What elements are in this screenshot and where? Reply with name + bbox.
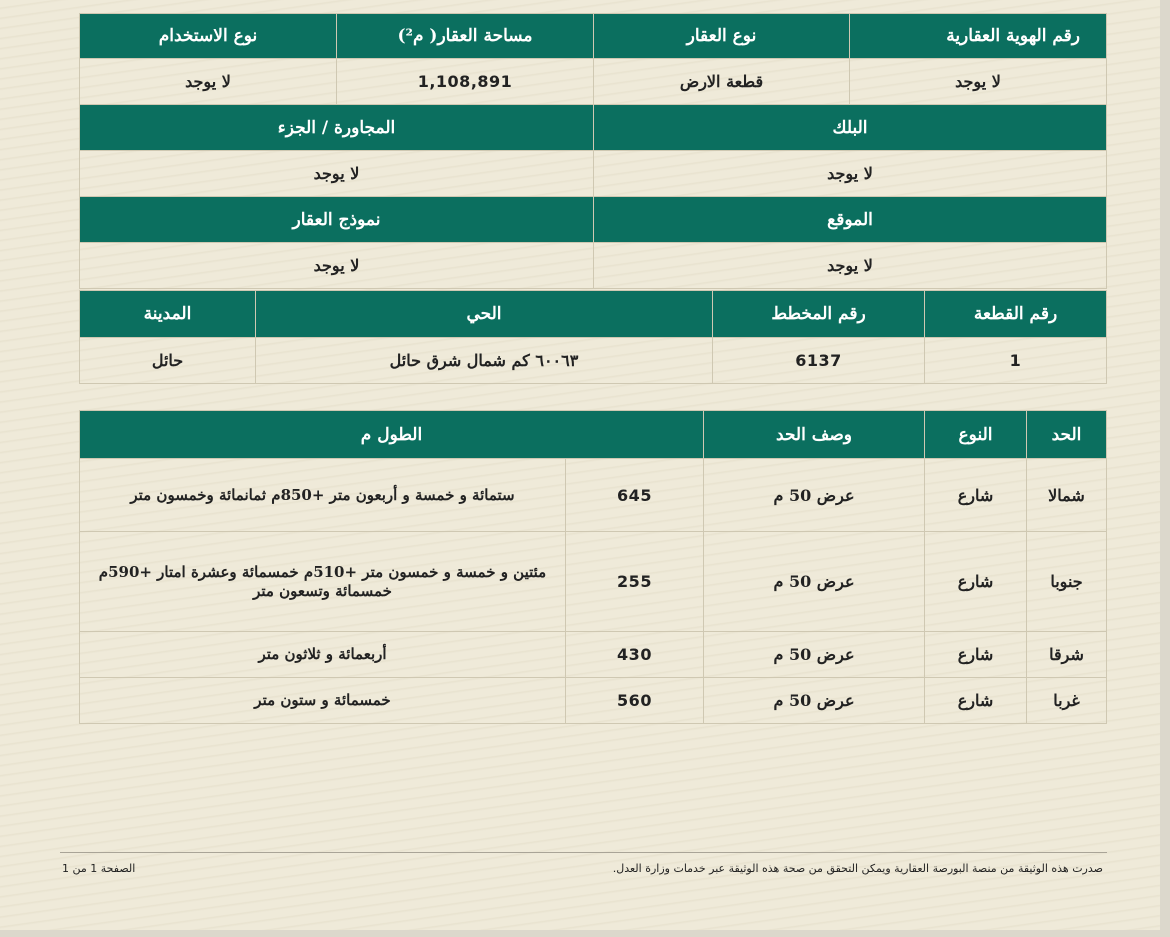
header-adjacent-part: المجاورة / الجزء [80, 105, 594, 151]
header-boundary-type: النوع [925, 411, 1027, 459]
boundary-description: عرض 50 م [704, 678, 925, 724]
value-property-id: لا يوجد [850, 59, 1107, 105]
value-city: حائل [80, 338, 256, 384]
boundary-description: عرض 50 م [704, 459, 925, 532]
value-plan-number: 6137 [713, 338, 925, 384]
boundary-side: شمالا [1027, 459, 1107, 532]
boundary-description: عرض 50 م [704, 632, 925, 678]
header-plot-number: رقم القطعة [925, 291, 1107, 338]
value-plot-number: 1 [925, 338, 1107, 384]
value-property-model: لا يوجد [80, 243, 594, 289]
header-property-model: نموذج العقار [80, 197, 594, 243]
boundary-type: شارع [925, 532, 1027, 632]
plot-info-table [79, 290, 1107, 384]
header-length: الطول م [80, 411, 704, 459]
value-property-area: 1,108,891 [337, 59, 594, 105]
boundary-length: 255 [566, 532, 704, 632]
boundary-length: 560 [566, 678, 704, 724]
boundary-side: شرقا [1027, 632, 1107, 678]
value-block: لا يوجد [594, 151, 1107, 197]
value-property-type: قطعة الارض [594, 59, 850, 105]
boundary-description: عرض 50 م [704, 532, 925, 632]
value-usage-type: لا يوجد [80, 59, 337, 105]
boundary-length-text: خمسمائة و ستون متر [80, 678, 566, 724]
header-property-type: نوع العقار [594, 14, 850, 59]
header-city: المدينة [80, 291, 256, 338]
boundary-length: 645 [566, 459, 704, 532]
boundary-length: 430 [566, 632, 704, 678]
boundary-side: جنوبا [1027, 532, 1107, 632]
boundary-length-text: مئتين و خمسة و خمسون متر +510م خمسمائة وعشرة امتار +590م خمسمائة وتسعون متر [80, 532, 566, 632]
footer-notice: صدرت هذه الوثيقة من منصة البورصة العقارية ويمكن التحقق من صحة هذه الوثيقة عبر خدمات وزارة العدل. [612, 862, 1103, 875]
page-edge-right [1160, 0, 1170, 937]
value-adjacent-part: لا يوجد [80, 151, 594, 197]
boundary-length-text: ستمائة و خمسة و أربعون متر +850م ثمانمائة وخمسون متر [80, 459, 566, 532]
value-location: لا يوجد [594, 243, 1107, 289]
header-usage-type: نوع الاستخدام [80, 14, 337, 59]
footer-divider [60, 852, 1107, 853]
boundary-side: غربا [1027, 678, 1107, 724]
header-location: الموقع [594, 197, 1107, 243]
page-edge-bottom [0, 930, 1170, 937]
header-district: الحي [256, 291, 713, 338]
boundaries-table [79, 410, 1107, 724]
page-number: الصفحة 1 من 1 [62, 862, 136, 875]
header-property-id: رقم الهوية العقارية [850, 14, 1107, 59]
boundary-type: شارع [925, 678, 1027, 724]
table-row [80, 532, 1107, 632]
header-plan-number: رقم المخطط [713, 291, 925, 338]
header-boundary-description: وصف الحد [704, 411, 925, 459]
boundary-type: شارع [925, 632, 1027, 678]
header-block: البلك [594, 105, 1107, 151]
value-district: ٦٠٠٦٣ كم شمال شرق حائل [256, 338, 713, 384]
property-info-table [79, 13, 1107, 289]
boundary-type: شارع [925, 459, 1027, 532]
table-row [80, 678, 1107, 724]
header-boundary: الحد [1027, 411, 1107, 459]
table-row [80, 632, 1107, 678]
table-row [80, 459, 1107, 532]
boundary-length-text: أربعمائة و ثلاثون متر [80, 632, 566, 678]
header-property-area: مساحة العقار( م²) [337, 14, 594, 59]
